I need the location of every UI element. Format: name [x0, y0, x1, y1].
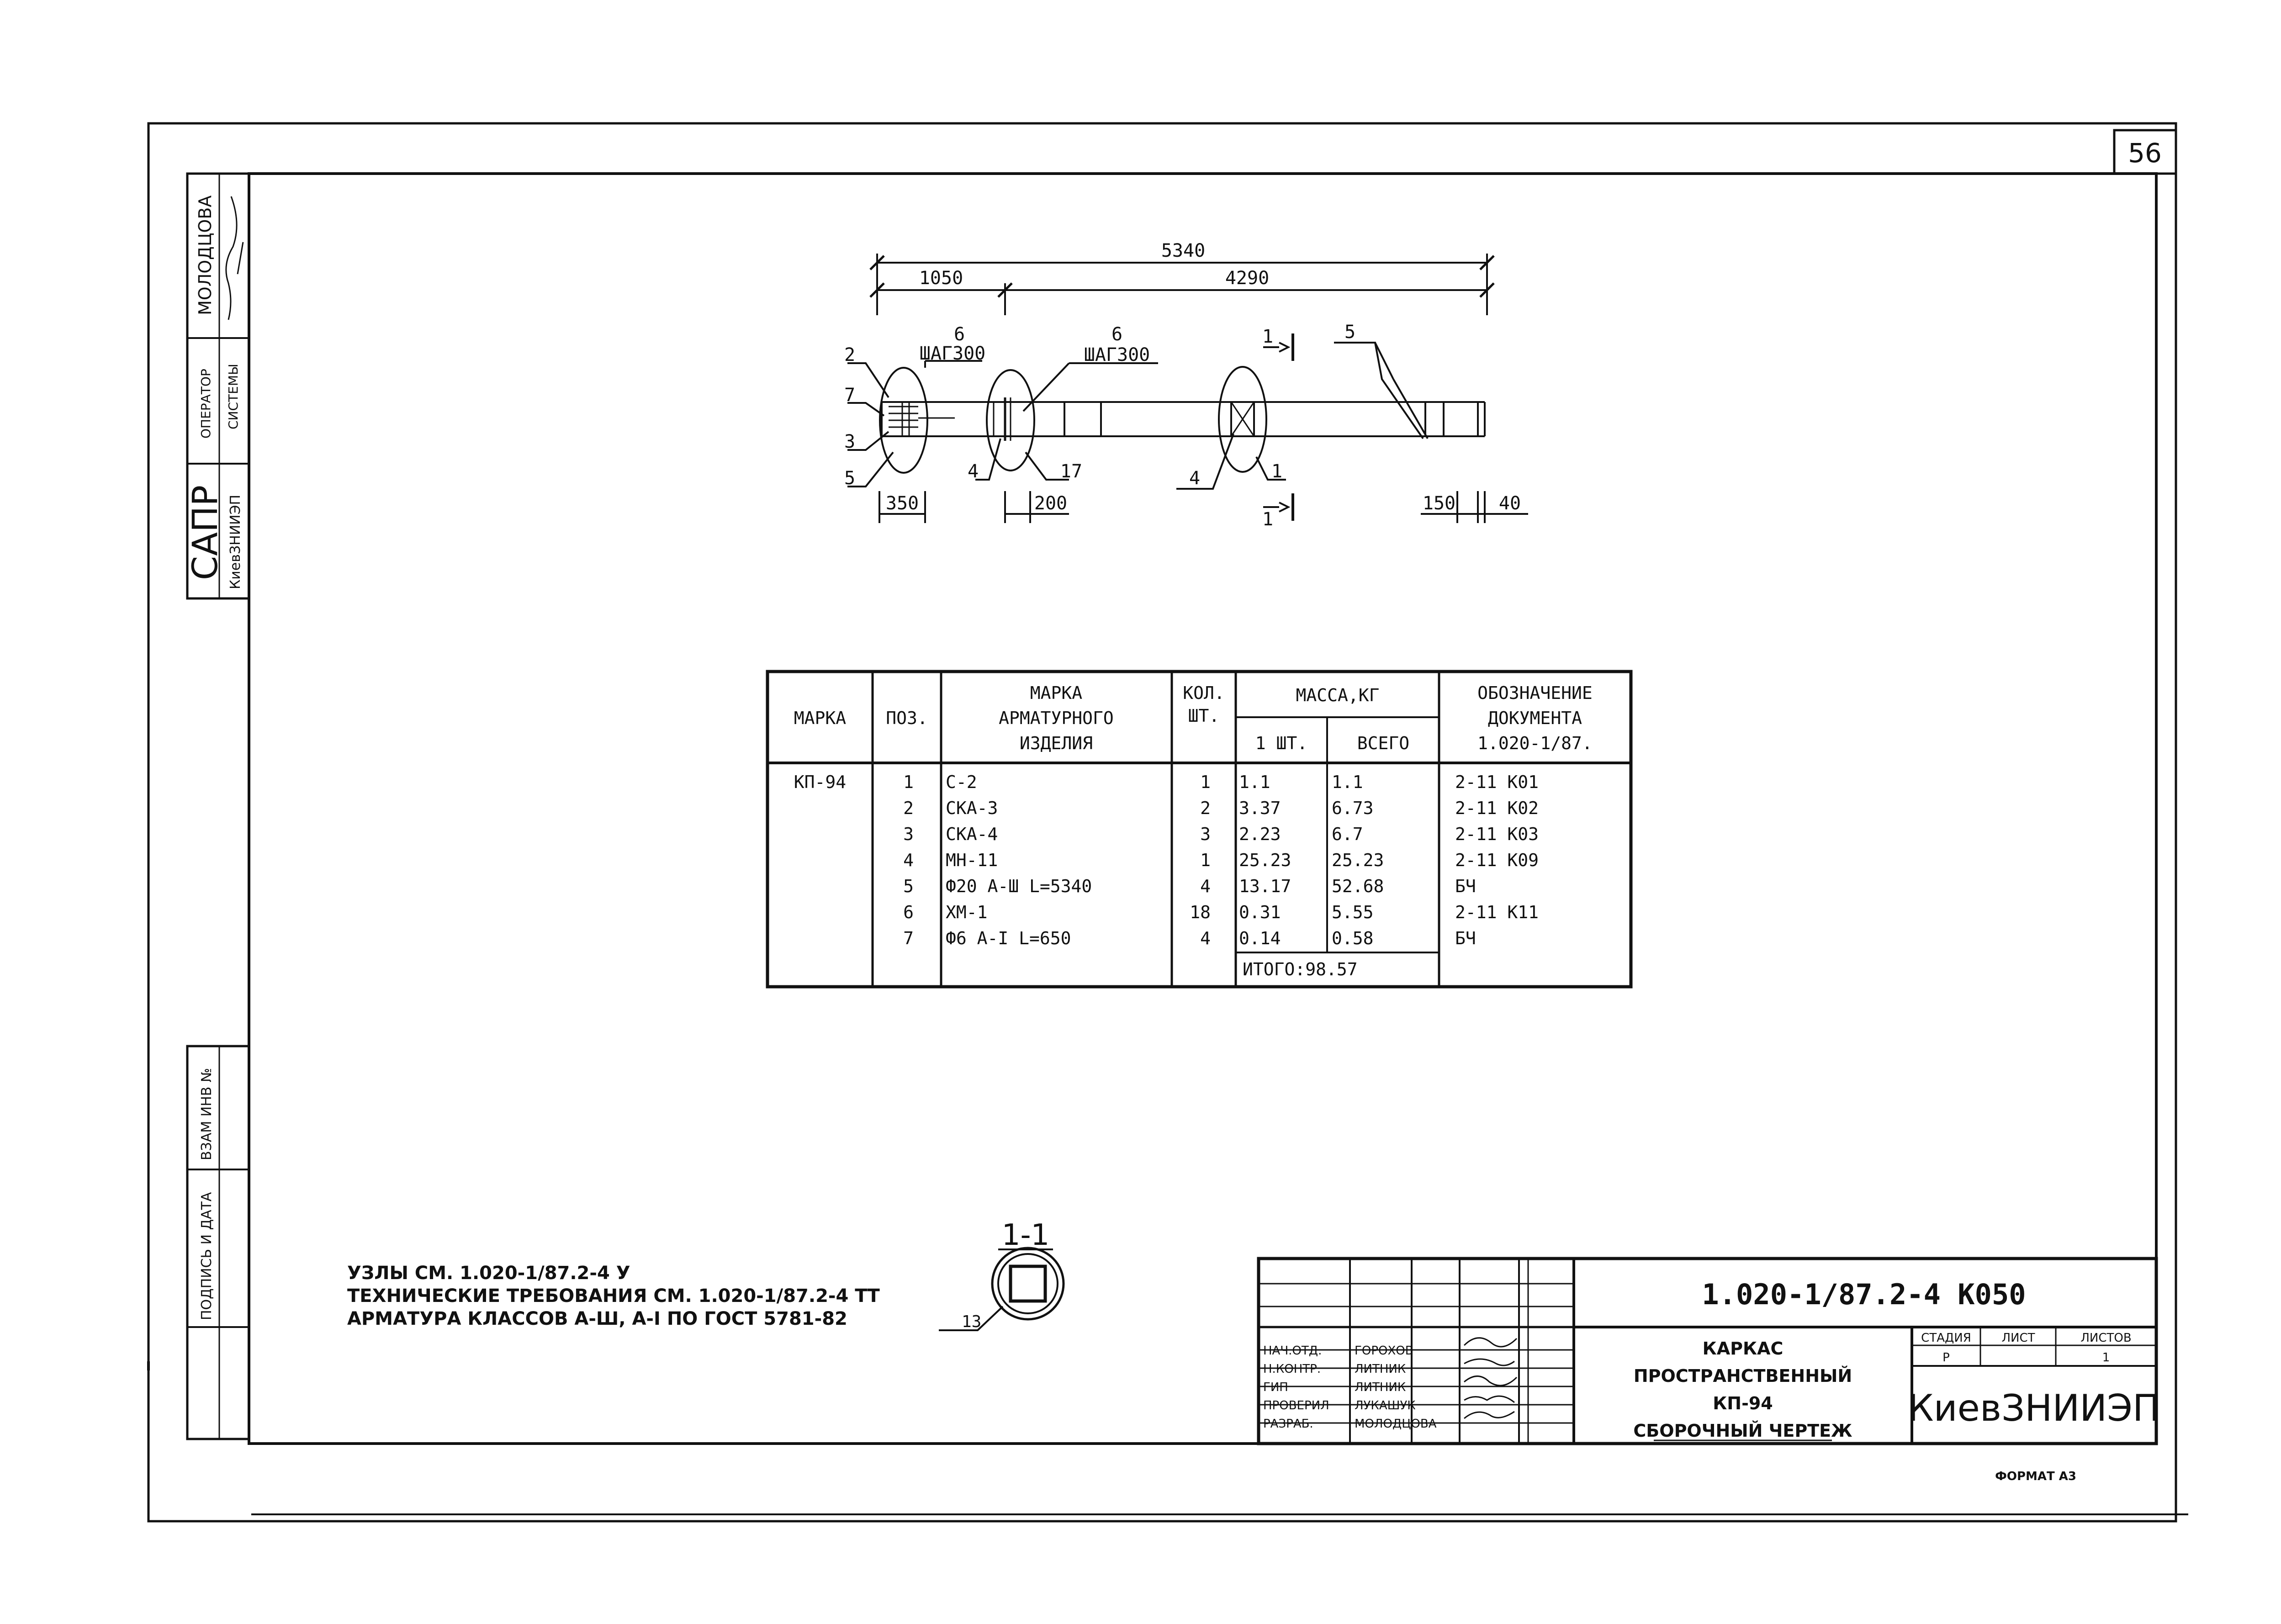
hdr-izd-1: МАРКА [1030, 683, 1083, 703]
dim-total: 5340 [1161, 240, 1206, 261]
signer-role: ПРОВЕРИЛ [1263, 1399, 1329, 1412]
svg-text:7: 7 [844, 385, 856, 406]
sheet-number: 56 [2128, 138, 2162, 169]
spec-cell-mall: 52.68 [1332, 876, 1384, 896]
dim-left: 1050 [919, 268, 963, 289]
svg-text:КиевЗНИИЭП: КиевЗНИИЭП [228, 494, 243, 589]
title-line-4: СБОРОЧНЫЙ ЧЕРТЕЖ [1633, 1421, 1852, 1441]
note-3: АРМАТУРА КЛАССОВ А-Ш, А-I ПО ГОСТ 5781-82 [347, 1308, 847, 1329]
spec-cell-kol: 1 [1200, 850, 1211, 870]
spec-cell-izd: МН-11 [946, 850, 998, 870]
spec-cell-doc: 2-11 К02 [1455, 798, 1539, 818]
spec-rows [903, 772, 1539, 948]
signer-name: ЛИТНИК [1355, 1381, 1406, 1394]
svg-text:6: 6 [953, 324, 965, 345]
spec-cell-poz: 4 [903, 850, 914, 870]
svg-text:3: 3 [844, 431, 856, 452]
spec-cell-izd: С-2 [946, 772, 977, 792]
listov-label: ЛИСТОВ [2080, 1331, 2132, 1345]
stadia-label: СТАДИЯ [1921, 1331, 1971, 1345]
dim-right: 4290 [1225, 268, 1270, 289]
frame-elevation [847, 254, 1528, 523]
svg-text:2: 2 [844, 344, 856, 365]
hdr-marka: МАРКА [794, 708, 847, 728]
spec-cell-izd: СКА-3 [946, 798, 998, 818]
hdr-mall: ВСЕГО [1357, 733, 1410, 753]
title-block [1259, 1259, 2160, 1444]
svg-text:4: 4 [1189, 468, 1201, 489]
title-line-1: КАРКАС [1702, 1338, 1784, 1359]
svg-text:1: 1 [1262, 509, 1274, 530]
signer-name: ЛИТНИК [1355, 1362, 1406, 1376]
hdr-izd-3: ИЗДЕЛИЯ [1019, 733, 1093, 753]
hdr-poz: ПОЗ. [886, 708, 928, 728]
svg-text:17: 17 [1060, 461, 1083, 482]
spec-cell-m1: 0.31 [1239, 902, 1281, 922]
svg-text:ШАГ300: ШАГ300 [1084, 344, 1150, 365]
spec-cell-kol: 4 [1200, 876, 1211, 896]
spec-cell-poz: 5 [903, 876, 914, 896]
svg-text:ОПЕРАТОР: ОПЕРАТОР [198, 369, 213, 439]
svg-text:САПР: САПР [185, 485, 225, 580]
spec-cell-poz: 7 [903, 928, 914, 948]
svg-text:6: 6 [1111, 324, 1123, 345]
hdr-doc-1: ОБОЗНАЧЕНИЕ [1477, 683, 1593, 703]
frame-elevation-labels [844, 240, 1521, 530]
org-name: КиевЗНИИЭП [1907, 1387, 2160, 1429]
signer-role: ГИП [1263, 1381, 1288, 1394]
svg-text:МОЛОДЦОВА: МОЛОДЦОВА [195, 195, 215, 315]
svg-text:ШАГ300: ШАГ300 [919, 343, 986, 364]
svg-text:350: 350 [885, 493, 919, 514]
cell-marka: КП-94 [794, 772, 847, 792]
spec-cell-doc: 2-11 К03 [1455, 824, 1539, 844]
list-label: ЛИСТ [2001, 1331, 2035, 1345]
doc-code: 1.020-1/87.2-4 К050 [1702, 1278, 2026, 1311]
spec-cell-mall: 6.7 [1332, 824, 1363, 844]
signer-name: ГОРОХОВ [1355, 1344, 1413, 1358]
spec-cell-kol: 4 [1200, 928, 1211, 948]
svg-text:5: 5 [844, 468, 856, 489]
left-stamp-bottom [187, 1046, 249, 1439]
hdr-m1: 1 ШТ. [1255, 733, 1308, 753]
spec-total: ИТОГО:98.57 [1243, 959, 1358, 979]
svg-text:1: 1 [1271, 461, 1283, 482]
spec-cell-kol: 3 [1200, 824, 1211, 844]
signer-role: НАЧ.ОТД. [1263, 1344, 1322, 1358]
spec-cell-m1: 25.23 [1239, 850, 1291, 870]
svg-text:40: 40 [1498, 493, 1521, 514]
spec-cell-poz: 6 [903, 902, 914, 922]
spec-cell-doc: 2-11 К09 [1455, 850, 1539, 870]
svg-text:200: 200 [1034, 493, 1068, 514]
spec-cell-kol: 18 [1190, 902, 1211, 922]
svg-text:5: 5 [1344, 322, 1356, 343]
spec-cell-izd: Ф6 А-I L=650 [946, 928, 1071, 948]
note-1: УЗЛЫ СМ. 1.020-1/87.2-4 У [347, 1263, 630, 1284]
spec-cell-kol: 2 [1200, 798, 1211, 818]
spec-cell-doc: БЧ [1455, 876, 1476, 896]
note-2: ТЕХНИЧЕСКИЕ ТРЕБОВАНИЯ СМ. 1.020-1/87.2-4 ТТ [347, 1285, 880, 1307]
section-view [939, 1218, 1064, 1331]
spec-cell-doc: БЧ [1455, 928, 1476, 948]
spec-cell-izd: СКА-4 [946, 824, 998, 844]
spec-cell-doc: 2-11 К11 [1455, 902, 1539, 922]
spec-cell-m1: 0.14 [1239, 928, 1281, 948]
listov-value: 1 [2102, 1351, 2110, 1365]
svg-text:СИСТЕМЫ: СИСТЕМЫ [226, 364, 241, 429]
stadia-value: Р [1942, 1351, 1950, 1365]
spec-cell-poz: 1 [903, 772, 914, 792]
hdr-kol-1: КОЛ. [1183, 683, 1225, 703]
spec-cell-kol: 1 [1200, 772, 1211, 792]
spec-cell-mall: 6.73 [1332, 798, 1374, 818]
spec-cell-mall: 25.23 [1332, 850, 1384, 870]
notes [347, 1263, 880, 1329]
spec-cell-izd: Ф20 А-Ш L=5340 [946, 876, 1092, 896]
signer-role: РАЗРАБ. [1263, 1417, 1313, 1431]
svg-text:150: 150 [1422, 493, 1456, 514]
spec-cell-doc: 2-11 К01 [1455, 772, 1539, 792]
hdr-massa: МАССА,КГ [1296, 685, 1380, 705]
spec-cell-m1: 13.17 [1239, 876, 1291, 896]
svg-text:ВЗАМ ИНВ №: ВЗАМ ИНВ № [199, 1068, 215, 1160]
section-label: 13 [962, 1312, 982, 1331]
svg-text:ПОДПИСЬ И ДАТА: ПОДПИСЬ И ДАТА [199, 1192, 215, 1320]
title-line-3: КП-94 [1713, 1393, 1773, 1413]
spec-table [767, 672, 1631, 987]
spec-cell-poz: 3 [903, 824, 914, 844]
hdr-izd-2: АРМАТУРНОГО [999, 708, 1114, 728]
hdr-kol-2: ШТ. [1188, 706, 1220, 726]
spec-cell-mall: 1.1 [1332, 772, 1363, 792]
spec-cell-mall: 0.58 [1332, 928, 1374, 948]
format-label: ФОРМАТ А3 [1995, 1470, 2076, 1483]
spec-cell-m1: 2.23 [1239, 824, 1281, 844]
spec-cell-m1: 1.1 [1239, 772, 1270, 792]
spec-cell-m1: 3.37 [1239, 798, 1281, 818]
section-title: 1-1 [1001, 1218, 1050, 1252]
title-line-2: ПРОСТРАНСТВЕННЫЙ [1633, 1366, 1852, 1386]
spec-cell-poz: 2 [903, 798, 914, 818]
hdr-doc-2: ДОКУМЕНТА [1488, 708, 1582, 728]
spec-cell-izd: ХМ-1 [946, 902, 988, 922]
hdr-doc-3: 1.020-1/87. [1477, 733, 1593, 753]
svg-text:1: 1 [1262, 326, 1274, 347]
signer-name: МОЛОДЦОВА [1355, 1417, 1437, 1431]
svg-text:4: 4 [967, 461, 979, 482]
spec-cell-mall: 5.55 [1332, 902, 1374, 922]
left-stamp-top [185, 174, 249, 598]
signer-name: ЛУКАШУК [1355, 1399, 1416, 1412]
signer-role: Н.КОНТР. [1263, 1362, 1321, 1376]
